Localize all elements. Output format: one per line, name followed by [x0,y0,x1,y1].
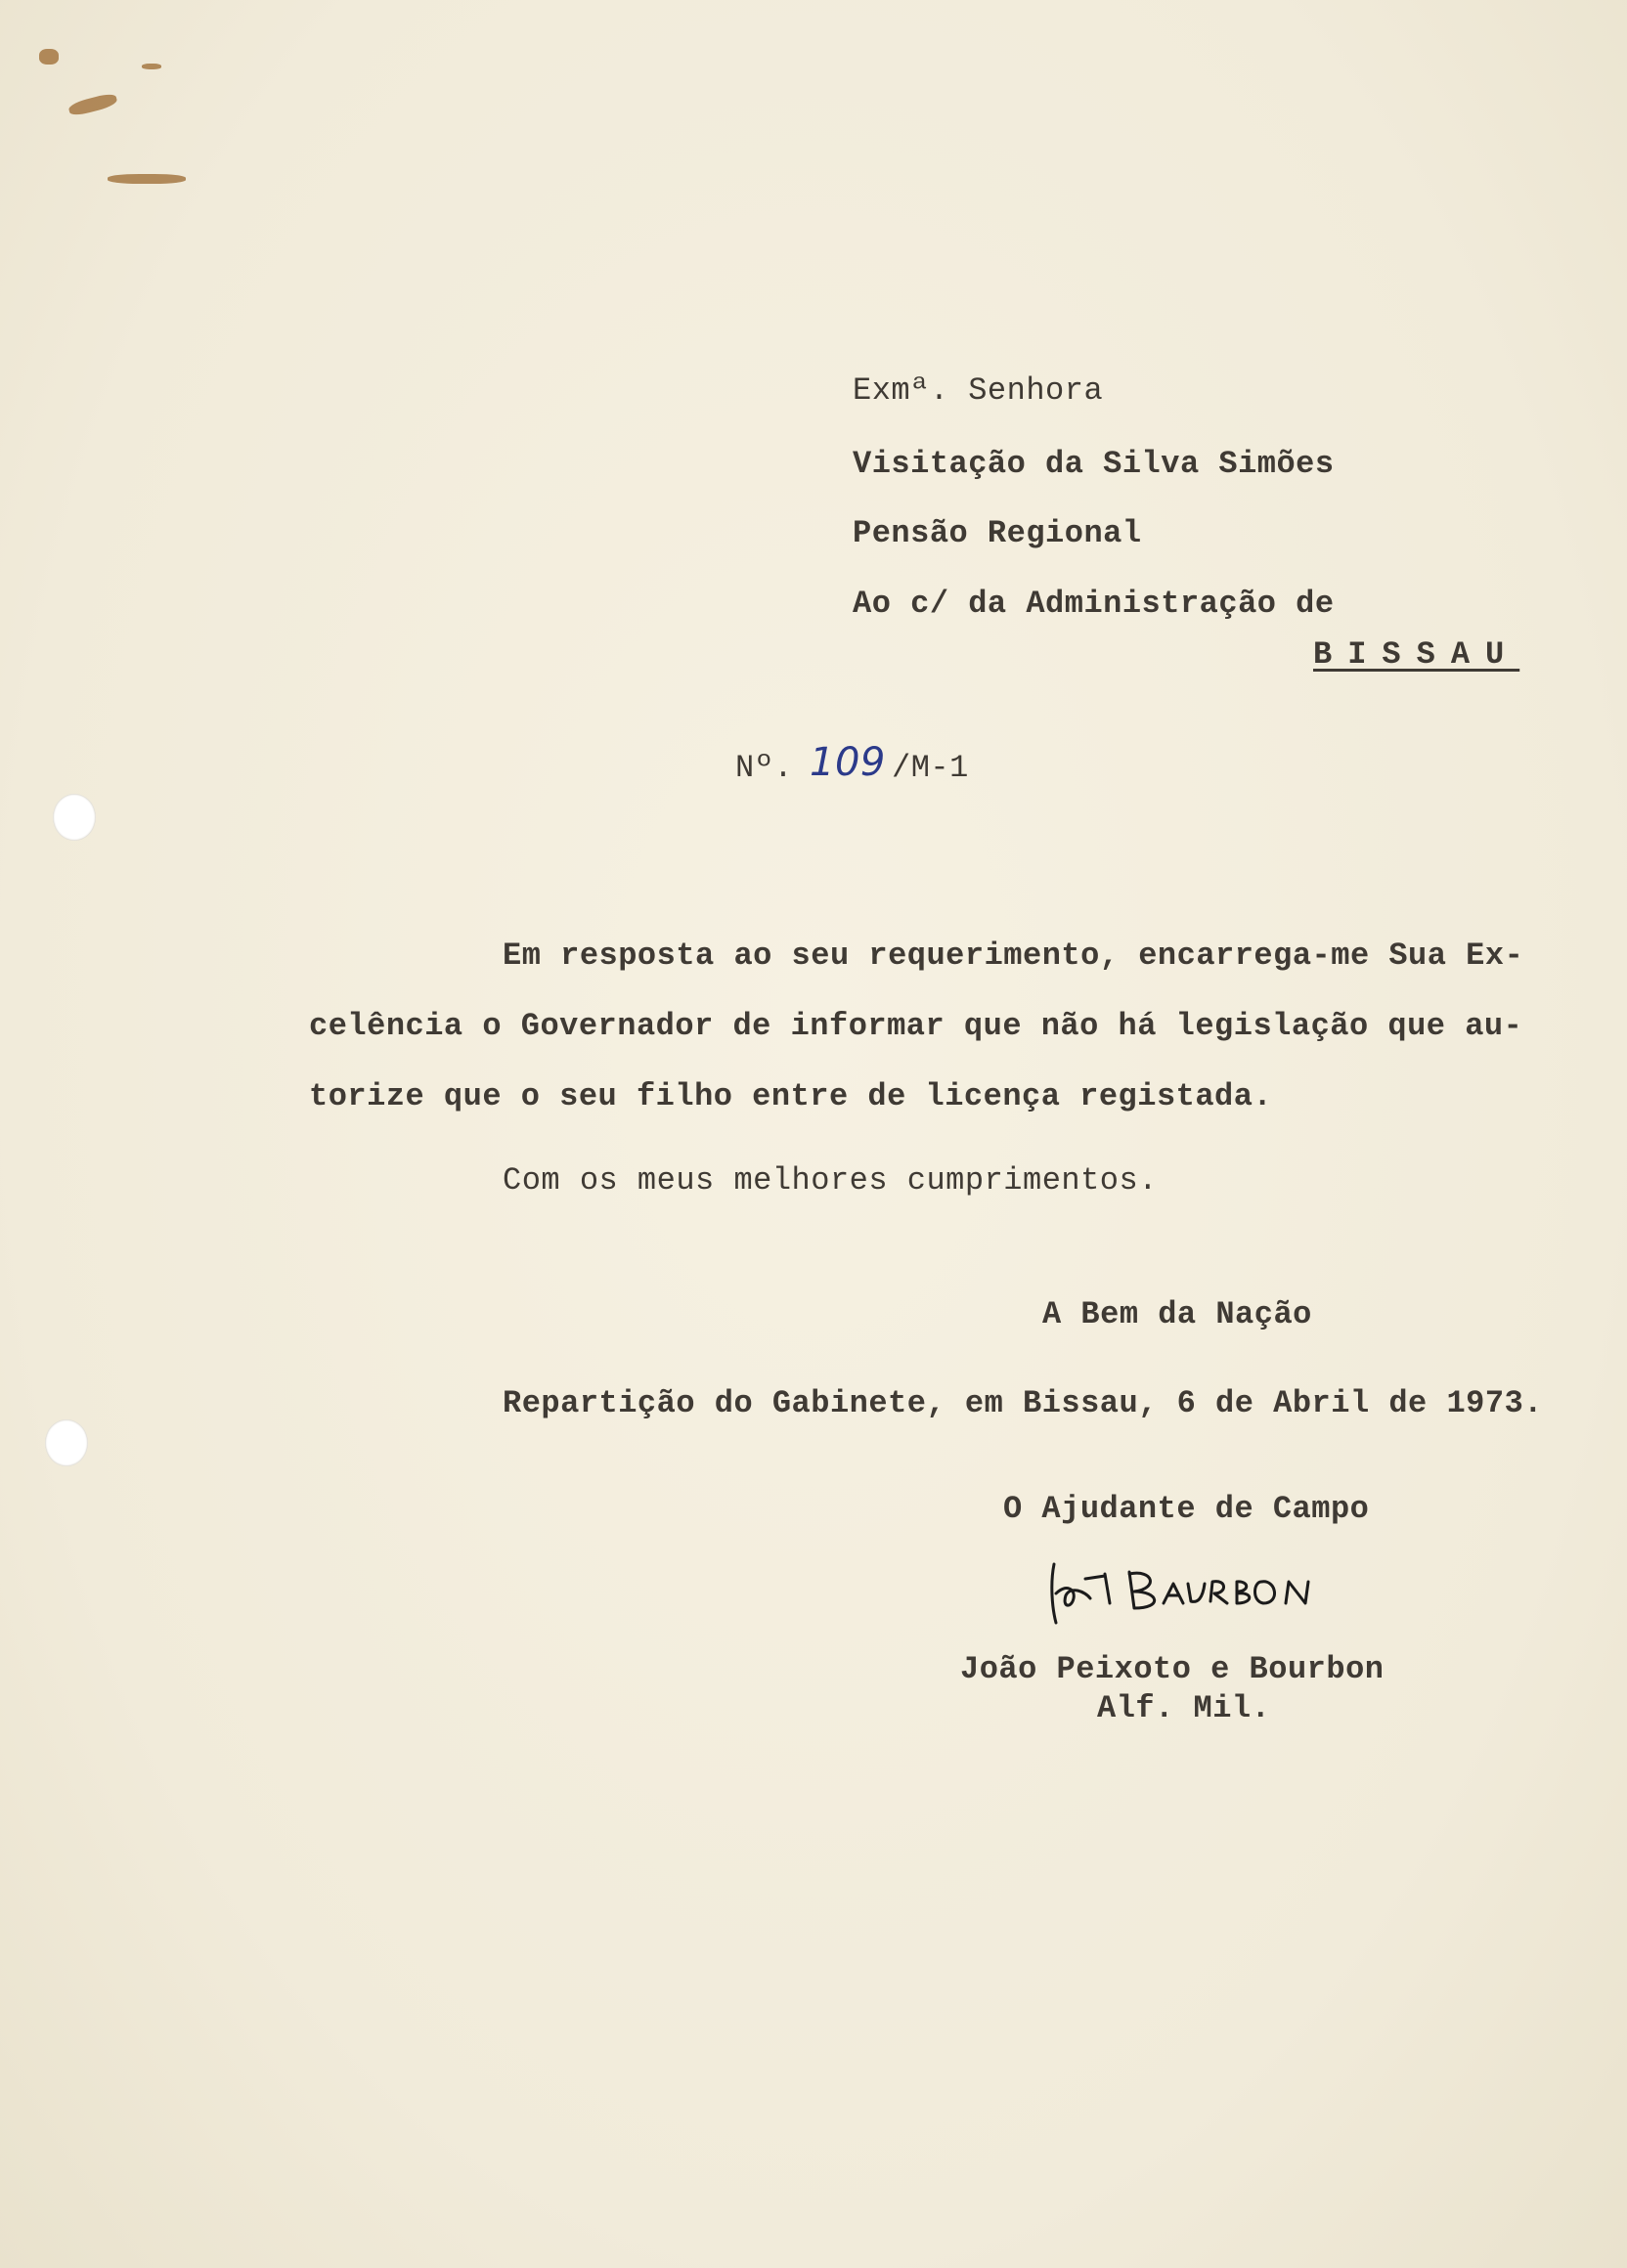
signatory-name: João Peixoto e Bourbon [960,1651,1385,1687]
rust-stain [108,174,186,184]
reference-number-handwritten: 109 [810,740,886,785]
punch-hole [45,1419,88,1466]
address-city: BISSAU [1313,636,1520,673]
body-closing: Com os meus melhores cumprimentos. [503,1162,1158,1199]
signatory-rank: Alf. Mil. [1097,1690,1271,1726]
signatory-title: O Ajudante de Campo [1003,1491,1370,1527]
rust-stain [67,92,118,117]
reference-prefix: Nº. [735,750,794,786]
punch-hole [53,794,96,841]
motto: A Bem da Nação [1042,1296,1312,1332]
address-name: Visitação da Silva Simões [853,446,1335,482]
handwritten-signature [1036,1554,1320,1633]
body-line-3: torize que o seu filho entre de licença registada. [309,1078,1273,1114]
rust-stain [39,49,59,65]
body-line-1: Em resposta ao seu requerimento, encarrega-me Sua Ex- [503,938,1524,974]
body-line-2: celência o Governador de informar que não há legislação que au- [309,1008,1523,1044]
reference-suffix: /M-1 [892,750,969,786]
place-date: Repartição do Gabinete, em Bissau, 6 de Abril de 1973. [503,1385,1543,1421]
rust-stain [142,64,161,69]
address-salutation: Exmª. Senhora [853,372,1104,409]
address-institution: Pensão Regional [853,515,1142,551]
address-care-of: Ao c/ da Administração de [853,586,1335,622]
